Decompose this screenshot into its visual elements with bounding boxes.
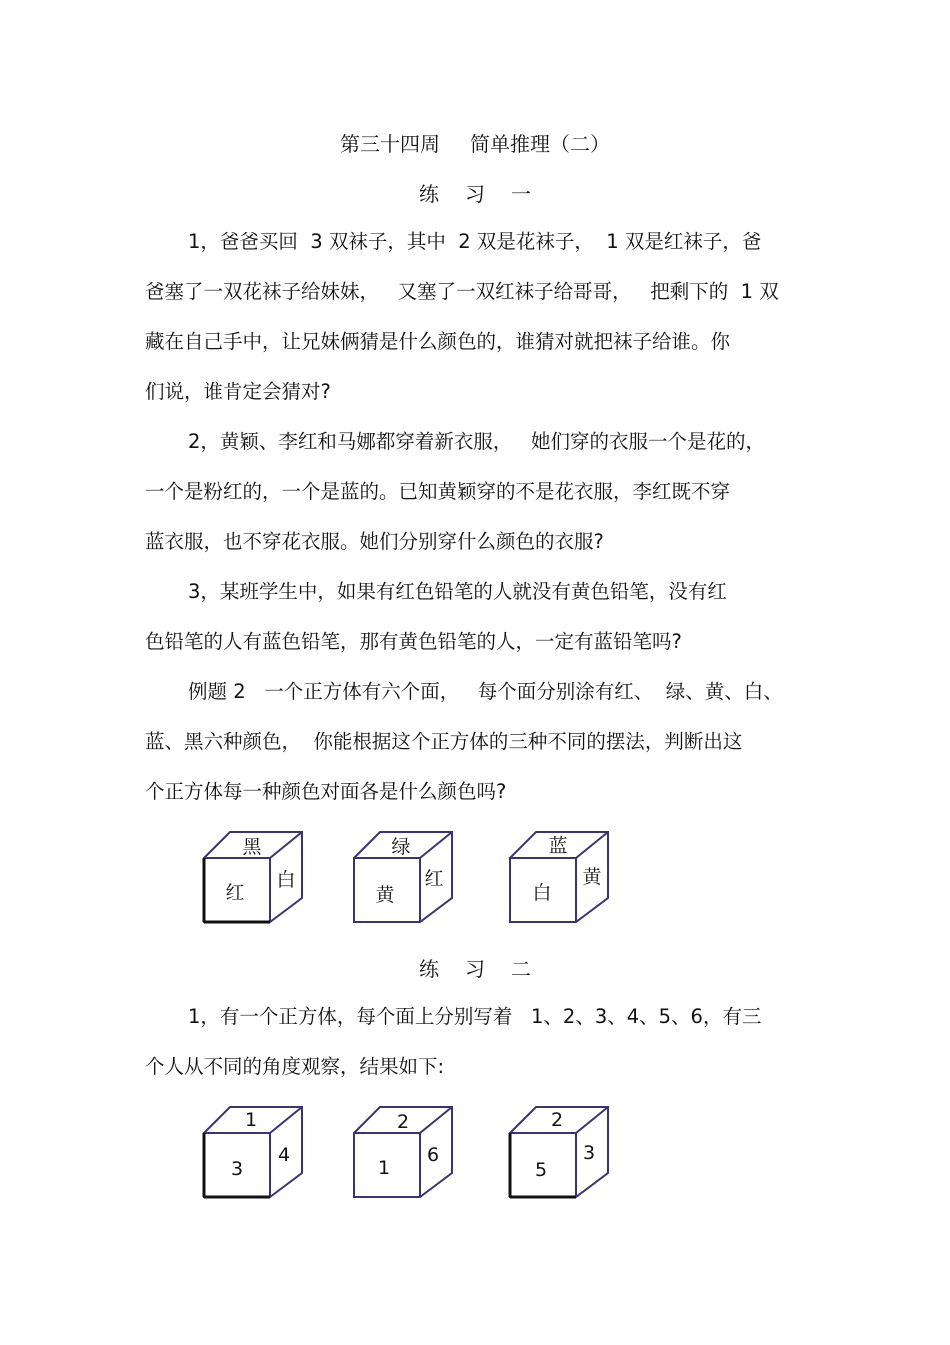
ex1-line: 们说，谁肯定会猜对? (145, 380, 331, 403)
color-cube (508, 830, 610, 924)
title-week: 第三十四周 (340, 132, 440, 156)
cube-top-label: 2 (550, 1109, 564, 1131)
color-cube (202, 830, 304, 924)
page-title (0, 128, 950, 157)
ex1-line: 藏在自己手中，让兄妹俩猜是什么颜色的，谁猜对就把袜子给谁。你 (145, 330, 731, 353)
exercise1-heading: 练习一 (419, 182, 557, 206)
ex2-line: 1，有一个正方体，每个面上分别写着 1、2、3、4、5、6，有三 (188, 1005, 762, 1028)
cube-front-label: 红 (225, 882, 245, 904)
cube-front-label: 5 (534, 1159, 548, 1181)
cube-right-label: 3 (582, 1142, 596, 1164)
cube-top-label: 蓝 (548, 835, 568, 857)
ex1-line: 蓝衣服，也不穿花衣服。她们分别穿什么颜色的衣服? (145, 530, 604, 553)
number-cube (352, 1105, 454, 1199)
cube-right-label: 黄 (582, 866, 602, 888)
exercise2-heading: 练习二 (419, 957, 557, 981)
cube-right-label: 白 (276, 869, 296, 891)
cube-front-label: 黄 (375, 884, 395, 906)
ex1-line: 1，爸爸买回 3 双袜子，其中 2 双是花袜子， 1 双是红袜子，爸 (188, 230, 762, 253)
ex1-line: 2，黄颖、李红和马娜都穿着新衣服， 她们穿的衣服一个是花的， (188, 430, 766, 453)
ex1-line: 例题 2 一个正方体有六个面， 每个面分别涂有红、 绿、黄、白、 (188, 680, 783, 703)
cube-front-label: 白 (532, 882, 552, 904)
cube-top-label: 黑 (242, 836, 262, 858)
cube-right-label: 红 (424, 868, 444, 890)
color-cube (352, 830, 454, 924)
title-topic: 简单推理（二） (470, 132, 610, 156)
ex1-line: 一个是粉红的，一个是蓝的。已知黄颖穿的不是花衣服，李红既不穿 (145, 480, 731, 503)
number-cube (202, 1105, 304, 1199)
ex1-line: 3，某班学生中，如果有红色铅笔的人就没有黄色铅笔，没有红 (188, 580, 727, 603)
cube-right-label: 4 (277, 1144, 291, 1166)
number-cube (508, 1105, 610, 1199)
cube-top-label: 1 (244, 1109, 258, 1131)
ex1-line: 爸塞了一双花袜子给妹妹， 又塞了一双红袜子给哥哥， 把剩下的 1 双 (145, 280, 779, 303)
ex1-line: 蓝、黑六种颜色， 你能根据这个正方体的三种不同的摆法，判断出这 (145, 730, 743, 753)
cube-front-label: 3 (230, 1158, 244, 1180)
ex1-line: 个正方体每一种颜色对面各是什么颜色吗? (145, 780, 507, 803)
ex2-line: 个人从不同的角度观察，结果如下: (145, 1055, 445, 1078)
cube-right-label: 6 (426, 1144, 440, 1166)
cube-top-label: 绿 (391, 836, 411, 858)
cube-front-label: 1 (377, 1157, 391, 1179)
ex1-line: 色铅笔的人有蓝色铅笔，那有黄色铅笔的人，一定有蓝铅笔吗? (145, 630, 682, 653)
cube-top-label: 2 (396, 1111, 410, 1133)
